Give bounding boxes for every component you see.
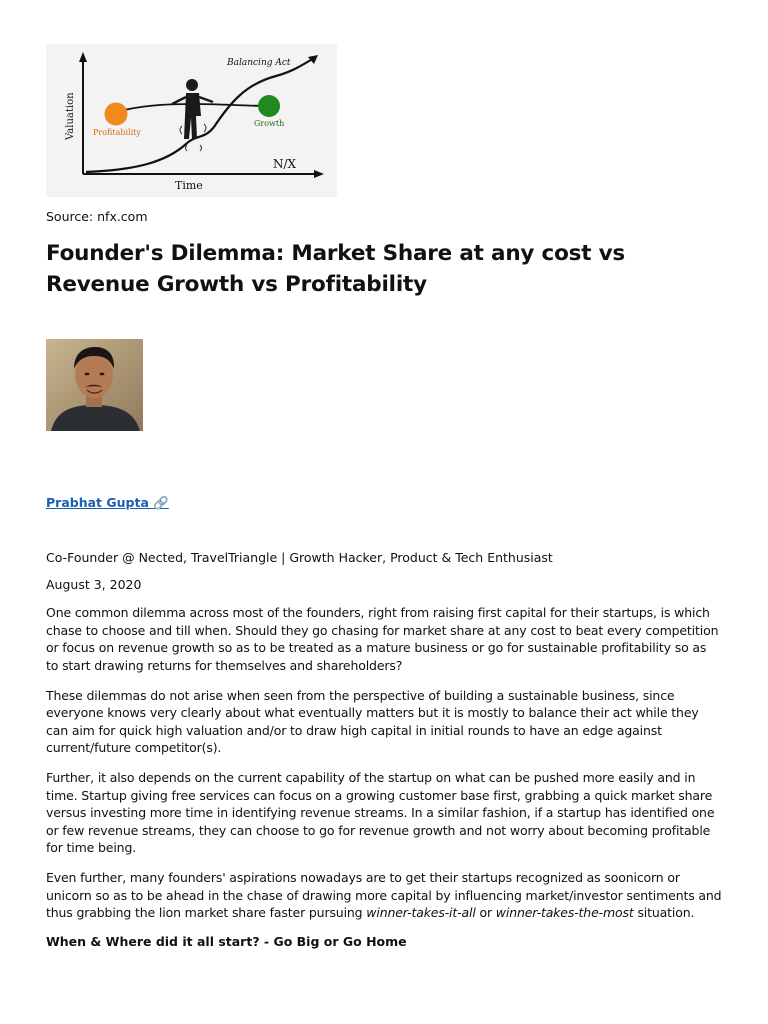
balancing-act-illustration <box>46 44 337 197</box>
publish-date: August 3, 2020 <box>46 577 142 592</box>
label-time: Time <box>175 179 203 192</box>
paragraph-4-emphasis-2: winner-takes-the-most <box>495 905 634 920</box>
label-balancing-act: Balancing Act <box>227 58 291 68</box>
author-name[interactable] <box>46 495 722 511</box>
image-source: Source: nfx.com <box>46 209 148 224</box>
label-profitability: Profitability <box>93 128 141 137</box>
paragraph-3: Further, it also depends on the current capability of the startup on what can be pushed more easily and in time. Startup giving free services can focus on a growing customer base first, grabbing a quick market share versus investing more time in identifying revenue streams. In a similar fashion, if a startup has identified one or few revenue streams, they can choose to go for revenue growth and not worry about becoming profitable for time being. <box>46 770 715 855</box>
paragraph-2: These dilemmas do not arise when seen from the perspective of building a sustainable business, since everyone knows very clearly about what eventually matters but it is mostly to balance their act while they can aim for quick high valuation and/or to draw high capital in initial rounds to have an edge against current/future competitor(s). <box>46 687 699 755</box>
hero-image <box>46 44 337 197</box>
paragraph-4-mid: or <box>475 905 496 920</box>
paragraph-1: One common dilemma across most of the founders, right from raising first capital for their startups, is which chase to choose and till when. Should they go chasing for market share at any cost to beat every competition or focus on revenue growth so as to be treated as a mature business or go for sustainable profitability so as to start drawing returns for themselves and shareholders? <box>46 605 719 673</box>
author-profile-link[interactable]: Prabhat Gupta 🔗 <box>46 495 169 510</box>
section-subheading: When & Where did it all start? - Go Big or Go Home <box>46 934 407 949</box>
paragraph-4-end: situation. <box>633 905 695 920</box>
label-growth: Growth <box>254 119 285 128</box>
author-photo <box>46 339 143 431</box>
paragraph-4 <box>46 869 722 922</box>
label-valuation: Valuation <box>65 92 76 140</box>
nfx-logo-text: N/X <box>273 157 297 171</box>
paragraph-4-emphasis-1: winner-takes-it-all <box>366 905 476 920</box>
author-headline: Co-Founder @ Nected, TravelTriangle | Growth Hacker, Product & Tech Enthusiast <box>46 550 553 565</box>
paragraph-4-start: Even further, many founders' aspirations nowadays are to get their startups recognized as soonicorn or unicorn so as to be ahead in the chase of drawing more capital by influencing market/investor sentiments and thus grabbing the lion market share faster pursuing <box>46 870 722 920</box>
article-title: Founder's Dilemma: Market Share at any cost vs Revenue Growth vs Profitability <box>46 241 626 297</box>
article <box>46 44 722 950</box>
author-avatar[interactable] <box>46 339 143 431</box>
